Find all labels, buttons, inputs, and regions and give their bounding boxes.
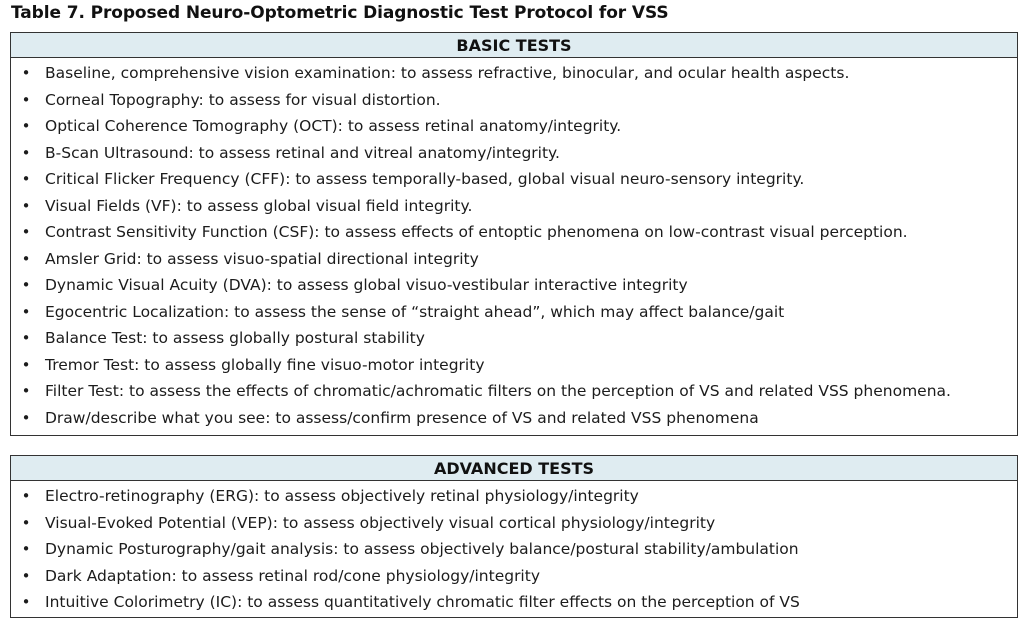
item-text: Dynamic Posturography/gait analysis: to assess objectively balance/postural stability/ambulation (45, 540, 799, 558)
bullet-icon: • (21, 382, 31, 400)
bullet-icon: • (21, 223, 31, 241)
bullet-icon: • (21, 64, 31, 82)
bullet-icon: • (21, 540, 31, 558)
bullet-icon: • (21, 143, 31, 162)
basic-test-item (11, 166, 1017, 193)
basic-test-item (11, 272, 1017, 299)
item-text: Visual-Evoked Potential (VEP): to assess objectively visual cortical physiology/integrity (45, 513, 716, 532)
basic-test-item (11, 87, 1017, 114)
item-text: Dark Adaptation: to assess retinal rod/cone physiology/integrity (45, 566, 540, 585)
item-text: Visual Fields (VF): to assess global visual field integrity. (45, 196, 473, 215)
item-text: Amsler Grid: to assess visuo-spatial directional integrity (45, 249, 479, 268)
item-text: Filter Test: to assess the effects of chromatic/achromatic filters on the perception of VS and related VSS phenomena. (45, 382, 951, 400)
item-text: Electro-retinography (ERG): to assess objectively retinal physiology/integrity (45, 487, 639, 505)
bullet-icon: • (21, 566, 31, 585)
advanced-test-item (11, 563, 1017, 590)
basic-test-item (11, 60, 1017, 87)
item-text: Tremor Test: to assess globally fine visuo-motor integrity (45, 355, 485, 374)
basic-test-item (11, 299, 1017, 326)
item-text: Contrast Sensitivity Function (CSF): to assess effects of entoptic phenomena on low-contrast visual perception. (45, 223, 908, 241)
basic-tests-header: BASIC TESTS (11, 33, 1017, 58)
item-text: Balance Test: to assess globally postural stability (45, 329, 425, 347)
basic-test-item (11, 219, 1017, 246)
basic-test-item (11, 246, 1017, 273)
advanced-test-item (11, 510, 1017, 537)
bullet-icon: • (21, 513, 31, 532)
bullet-icon: • (21, 329, 31, 347)
advanced-tests-header: ADVANCED TESTS (11, 456, 1017, 481)
basic-test-item (11, 325, 1017, 352)
bullet-icon: • (21, 249, 31, 268)
bullet-icon: • (21, 355, 31, 374)
advanced-tests-table (10, 455, 1018, 618)
advanced-test-item (11, 483, 1017, 510)
bullet-icon: • (21, 170, 31, 188)
item-text: Baseline, comprehensive vision examination: to assess refractive, binocular, and ocular health aspects. (45, 64, 850, 82)
basic-test-item (11, 352, 1017, 379)
bullet-icon: • (21, 90, 31, 109)
bullet-icon: • (21, 302, 31, 321)
basic-test-item (11, 140, 1017, 167)
bullet-icon: • (21, 487, 31, 505)
item-text: Dynamic Visual Acuity (DVA): to assess global visuo-vestibular interactive integrity (45, 276, 688, 294)
item-text: Intuitive Colorimetry (IC): to assess quantitatively chromatic filter effects on the perception of VS (45, 593, 800, 611)
advanced-test-item (11, 589, 1017, 616)
item-text: Corneal Topography: to assess for visual distortion. (45, 90, 441, 109)
advanced-test-item (11, 536, 1017, 563)
table-title: Table 7. Proposed Neuro-Optometric Diagnostic Test Protocol for VSS (11, 3, 669, 23)
bullet-icon: • (21, 117, 31, 135)
item-text: Optical Coherence Tomography (OCT): to assess retinal anatomy/integrity. (45, 117, 622, 135)
bullet-icon: • (21, 276, 31, 294)
basic-test-item (11, 113, 1017, 140)
bullet-icon: • (21, 593, 31, 611)
bullet-icon: • (21, 408, 31, 427)
basic-tests-list (11, 58, 1017, 431)
item-text: Draw/describe what you see: to assess/confirm presence of VS and related VSS phenomena (45, 408, 759, 427)
basic-test-item (11, 378, 1017, 405)
basic-test-item (11, 193, 1017, 220)
item-text: B-Scan Ultrasound: to assess retinal and vitreal anatomy/integrity. (45, 143, 560, 162)
bullet-icon: • (21, 196, 31, 215)
basic-test-item (11, 405, 1017, 432)
advanced-tests-list (11, 481, 1017, 616)
item-text: Critical Flicker Frequency (CFF): to assess temporally-based, global visual neuro-sensory integrity. (45, 170, 805, 188)
item-text: Egocentric Localization: to assess the sense of “straight ahead”, which may affect balance/gait (45, 302, 785, 321)
basic-tests-table (10, 32, 1018, 436)
